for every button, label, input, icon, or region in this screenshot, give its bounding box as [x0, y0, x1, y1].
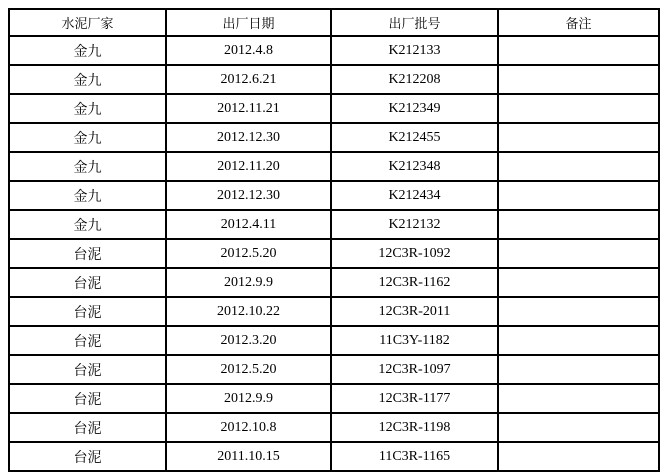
- table-cell: [498, 152, 659, 181]
- table-cell: [498, 442, 659, 471]
- table-row: [9, 181, 659, 210]
- table-cell: 台泥: [9, 413, 166, 442]
- table-row: [9, 297, 659, 326]
- table-cell: [498, 65, 659, 94]
- table-cell: 12C3R-1162: [331, 268, 498, 297]
- table-cell: 金九: [9, 36, 166, 65]
- table-cell: [498, 210, 659, 239]
- table-row: [9, 210, 659, 239]
- column-header: 出厂批号: [331, 9, 498, 36]
- table-cell: 2012.4.8: [166, 36, 331, 65]
- table-cell: [498, 181, 659, 210]
- table-cell: [498, 297, 659, 326]
- table-cell: [498, 36, 659, 65]
- table-cell: 金九: [9, 94, 166, 123]
- table-cell: 2012.11.21: [166, 94, 331, 123]
- table-cell: [498, 413, 659, 442]
- table-row: [9, 355, 659, 384]
- table-cell: 金九: [9, 65, 166, 94]
- table-cell: [498, 239, 659, 268]
- table-cell: 台泥: [9, 268, 166, 297]
- table-cell: [498, 268, 659, 297]
- column-header: 备注: [498, 9, 659, 36]
- cement-shipment-table: [8, 8, 660, 472]
- table-cell: K212348: [331, 152, 498, 181]
- table-cell: 2012.12.30: [166, 181, 331, 210]
- table-row: [9, 239, 659, 268]
- table-cell: 2012.5.20: [166, 355, 331, 384]
- table-cell: 2012.3.20: [166, 326, 331, 355]
- table-row: [9, 152, 659, 181]
- table-row: [9, 123, 659, 152]
- table-header-row: [9, 9, 659, 36]
- table-cell: K212132: [331, 210, 498, 239]
- table-cell: 金九: [9, 152, 166, 181]
- table-cell: K212208: [331, 65, 498, 94]
- table-cell: 2011.10.15: [166, 442, 331, 471]
- table-cell: 台泥: [9, 384, 166, 413]
- table-cell: 2012.9.9: [166, 268, 331, 297]
- table-row: [9, 36, 659, 65]
- table-row: [9, 384, 659, 413]
- table-row: [9, 94, 659, 123]
- table-cell: [498, 94, 659, 123]
- table-cell: K212133: [331, 36, 498, 65]
- column-header: 出厂日期: [166, 9, 331, 36]
- table-cell: 12C3R-1097: [331, 355, 498, 384]
- table-cell: K212434: [331, 181, 498, 210]
- table-row: [9, 268, 659, 297]
- table-cell: 台泥: [9, 297, 166, 326]
- table-row: [9, 65, 659, 94]
- table-cell: 2012.6.21: [166, 65, 331, 94]
- table-cell: 2012.4.11: [166, 210, 331, 239]
- table-cell: [498, 384, 659, 413]
- table-cell: K212349: [331, 94, 498, 123]
- table-cell: 11C3R-1165: [331, 442, 498, 471]
- table-cell: 2012.9.9: [166, 384, 331, 413]
- table-cell: 金九: [9, 210, 166, 239]
- table-cell: 12C3R-1198: [331, 413, 498, 442]
- table-body: [9, 36, 659, 471]
- table-cell: 12C3R-1092: [331, 239, 498, 268]
- table-cell: 台泥: [9, 326, 166, 355]
- table-row: [9, 442, 659, 471]
- table-cell: 台泥: [9, 239, 166, 268]
- table-cell: 12C3R-1177: [331, 384, 498, 413]
- table-cell: [498, 326, 659, 355]
- table-cell: 台泥: [9, 355, 166, 384]
- table-cell: 2012.10.22: [166, 297, 331, 326]
- table-cell: K212455: [331, 123, 498, 152]
- table-cell: 2012.12.30: [166, 123, 331, 152]
- table-cell: 2012.5.20: [166, 239, 331, 268]
- table-cell: 金九: [9, 181, 166, 210]
- table-cell: 2012.11.20: [166, 152, 331, 181]
- table-cell: 台泥: [9, 442, 166, 471]
- table-cell: 2012.10.8: [166, 413, 331, 442]
- table-cell: 金九: [9, 123, 166, 152]
- table-row: [9, 326, 659, 355]
- table-cell: [498, 123, 659, 152]
- table-cell: 11C3Y-1182: [331, 326, 498, 355]
- table-row: [9, 413, 659, 442]
- column-header: 水泥厂家: [9, 9, 166, 36]
- table-cell: [498, 355, 659, 384]
- table-cell: 12C3R-2011: [331, 297, 498, 326]
